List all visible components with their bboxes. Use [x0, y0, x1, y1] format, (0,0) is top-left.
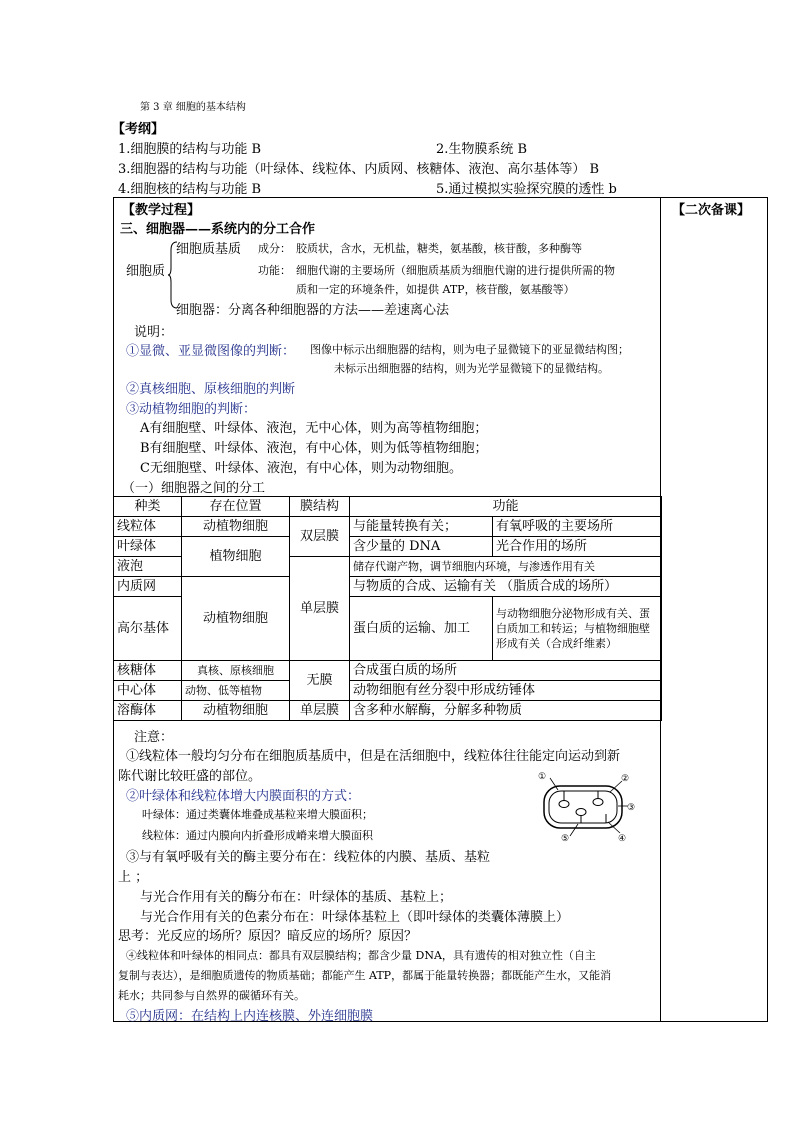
note1-line1: 图像中标示出细胞器的结构，则为电子显微镜下的亚显微结构图；: [310, 343, 629, 356]
double-membrane: 双层膜: [290, 517, 350, 557]
side-note-title: 【二次备课】: [672, 203, 751, 218]
chloro-function: 光合作用的场所: [493, 537, 662, 557]
diagram-label-3: ③: [627, 803, 636, 813]
note-3-line-1: ③与有氧呼吸有关的酶主要分布在：线粒体的内膜、基质、基粒: [126, 850, 491, 865]
cytoplasm-matrix: 细胞质基质: [176, 242, 242, 257]
golgi-function-2: 与动物细胞分泌物形成有关、蛋白质加工和转运；与植物细胞壁形成有关（合成纤维素）: [493, 597, 662, 661]
golgi-function-1: 蛋白质的运输、加工: [350, 597, 493, 661]
note-3-line-4: 与光合作用有关的色素分布在：叶绿体基粒上（即叶绿体的类囊体薄膜上）: [140, 910, 570, 925]
er-name: 内质网: [114, 577, 182, 597]
golgi-name: 高尔基体: [114, 597, 182, 661]
diagram-label-1: ①: [538, 772, 547, 782]
note3-b: B有细胞壁、叶绿体、液泡，有中心体，则为低等植物细胞；: [140, 441, 488, 456]
section-title: 三、细胞器——系统内的分工合作: [120, 222, 316, 237]
plant-location: 植物细胞: [182, 537, 290, 577]
note-4-line-1: ④线粒体和叶绿体的相同点：都具有双层膜结构；都含少量 DNA，具有遗传的相对独立性（自主: [126, 949, 596, 962]
chloro-name: 叶绿体: [114, 537, 182, 557]
header-type: 种类: [114, 497, 182, 517]
granule: [593, 799, 603, 806]
mito-name: 线粒体: [114, 517, 182, 537]
notes-title: 注意：: [134, 730, 174, 745]
ribo-location: 真核、原核细胞: [182, 661, 290, 681]
table-row: [114, 661, 662, 681]
header-membrane: 膜结构: [290, 497, 350, 517]
note-1-line-1: ①线粒体一般均匀分布在细胞质基质中，但是在活细胞中，线粒体往往能定向运动到新: [126, 749, 621, 764]
table-header-row: [114, 497, 662, 517]
note3-a: A有细胞壁、叶绿体、液泡，无中心体，则为高等植物细胞；: [140, 421, 488, 436]
lyso-name: 溶酶体: [114, 701, 182, 721]
diagram-label-4: ④: [618, 834, 627, 842]
table-row: [114, 701, 662, 721]
organelle-table: [113, 496, 662, 721]
think-question: 思考：光反应的场所？原因？暗反应的场所？原因？: [118, 929, 418, 944]
note-2-title: ②叶绿体和线粒体增大内膜面积的方式：: [126, 789, 361, 804]
outline-item-3: 3.细胞器的结构与功能（叶绿体、线粒体、内质网、核糖体、液泡、高尔基体等） B: [118, 162, 600, 177]
granule: [559, 801, 569, 808]
note-4-line-2: 复制与表达），是细胞质遗传的物质基础；都能产生 ATP，都属于能量转换器；都既能产生水，又能消: [118, 969, 612, 982]
shared-func-2: 含少量的 DNA: [350, 537, 493, 557]
explain-label: 说明：: [134, 325, 174, 340]
note-1-line-2: 陈代谢比较旺盛的部位。: [118, 769, 262, 784]
chapter-header: 第 3 章 细胞的基本结构: [140, 102, 246, 113]
composition-text: 胶质状，含水，无机盐，糖类，氨基酸，核苷酸，多种酶等: [296, 242, 582, 255]
ribo-name: 核糖体: [114, 661, 182, 681]
ribo-function: 合成蛋白质的场所: [350, 661, 662, 681]
outline-title: 【考纲】: [112, 122, 165, 137]
centriole-location: 动物、低等植物: [182, 681, 290, 701]
note1-title: ①显微、亚显微图像的判断：: [126, 344, 296, 359]
table-row: [114, 537, 662, 557]
note1-line2: 未标示出细胞器的结构，则为光学显微镜下的显微结构。: [334, 362, 609, 375]
outline-item-4: 4.细胞核的结构与功能 B: [118, 182, 262, 197]
function-label: 功能：: [258, 264, 291, 277]
shared-func-1: 与能量转换有关；: [350, 517, 493, 537]
outline-item-5: 5.通过模拟实验探究膜的透性 b: [436, 182, 617, 197]
note2-title: ②真核细胞、原核细胞的判断: [126, 382, 296, 397]
diagram-label-5: ⑤: [561, 834, 570, 842]
er-function: 与物质的合成、运输有关 （脂质合成的场所）: [350, 577, 662, 597]
function-text-2: 质和一定的环境条件，如提供 ATP，核苷酸，氨基酸等）: [296, 283, 575, 296]
note3-c: C无细胞壁、叶绿体、液泡，有中心体，则为动物细胞。: [140, 461, 462, 476]
table-row: [114, 517, 662, 537]
table-row: [114, 681, 662, 701]
lyso-location: 动植物细胞: [182, 701, 290, 721]
note-2-mitochondria: 线粒体：通过内膜向内折叠形成嵴来增大膜面积: [142, 829, 373, 842]
note-3-line-3: 与光合作用有关的酶分布在：叶绿体的基质、基粒上；: [140, 890, 453, 905]
mitochondrion-diagram: [536, 770, 636, 842]
lyso-membrane: 单层膜: [290, 701, 350, 721]
process-title: 【教学过程】: [122, 203, 201, 218]
no-membrane: 无膜: [290, 661, 350, 701]
outline-item-1: 1.细胞膜的结构与功能 B: [118, 142, 262, 157]
function-text-1: 细胞代谢的主要场所（细胞质基质为细胞代谢的进行提供所需的物: [296, 264, 615, 277]
organelle-line: 细胞器：分离各种细胞器的方法——差速离心法: [176, 303, 450, 318]
note-5: ⑤内质网：在结构上内连核膜、外连细胞膜: [126, 1009, 374, 1024]
note3-title: ③动植物细胞的判断：: [126, 402, 257, 417]
header-location: 存在位置: [182, 497, 290, 517]
centriole-name: 中心体: [114, 681, 182, 701]
division-title: （一）细胞器之间的分工: [122, 481, 266, 496]
table-row: [114, 577, 662, 597]
note-3-line-2: 上 ；: [118, 870, 149, 885]
centriole-function: 动物细胞有丝分裂中形成纺锤体: [350, 681, 662, 701]
cytoplasm-label: 细胞质: [126, 264, 166, 279]
single-membrane: 单层膜: [290, 557, 350, 661]
composition-label: 成分：: [258, 242, 291, 255]
diagram-label-2: ②: [621, 774, 630, 784]
outline-item-2: 2.生物膜系统 B: [436, 142, 528, 157]
mito-function: 有氧呼吸的主要场所: [493, 517, 662, 537]
lyso-function: 含多种水解酶，分解多种物质: [350, 701, 662, 721]
vacuole-name: 液泡: [114, 557, 182, 577]
header-function: 功能: [350, 497, 662, 517]
vacuole-function: 储存代谢产物，调节细胞内环境，与渗透作用有关: [350, 557, 662, 577]
granule: [576, 809, 586, 816]
note-2-chloroplast: 叶绿体：通过类囊体堆叠成基粒来增大膜面积；: [142, 808, 373, 821]
mito-location: 动植物细胞: [182, 517, 290, 537]
animal-plant-location: 动植物细胞: [182, 577, 290, 661]
note-4-line-3: 耗水；共同参与自然界的碳循环有关。: [118, 989, 305, 1002]
inner-membrane: [549, 791, 617, 823]
